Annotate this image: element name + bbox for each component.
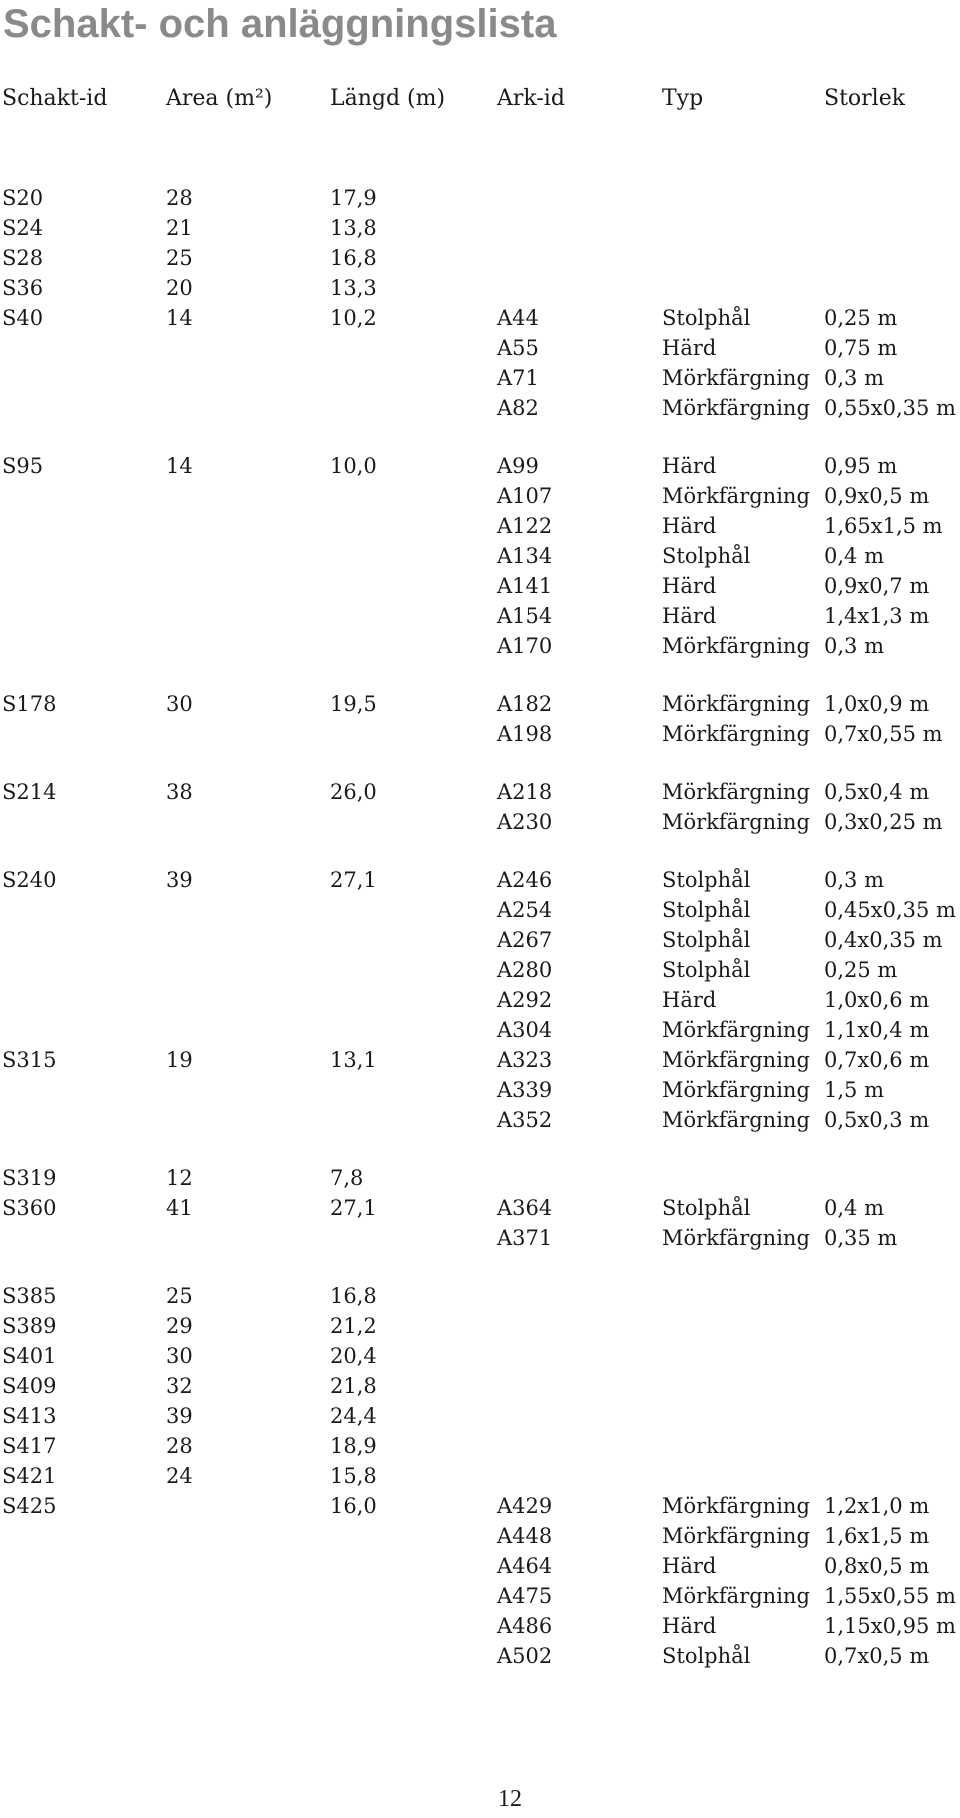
- cell-storlek: 0,7x0,55 m: [824, 722, 943, 746]
- cell-storlek: 1,55x0,55 m: [824, 1584, 956, 1608]
- table-row: [0, 1223, 960, 1253]
- table-row: [0, 925, 960, 955]
- table-row: [0, 985, 960, 1015]
- cell-schakt-id: S214: [2, 780, 57, 804]
- header-ark-id: Ark-id: [497, 86, 565, 111]
- cell-langd: 21,2: [330, 1314, 377, 1338]
- cell-area: 39: [166, 1404, 193, 1428]
- cell-storlek: 1,4x1,3 m: [824, 604, 930, 628]
- cell-schakt-id: S425: [2, 1494, 57, 1518]
- cell-ark-id: A502: [497, 1644, 553, 1668]
- cell-langd: 26,0: [330, 780, 377, 804]
- cell-ark-id: A141: [497, 574, 553, 598]
- cell-typ: Mörkfärgning: [662, 1108, 810, 1132]
- cell-typ: Mörkfärgning: [662, 1048, 810, 1072]
- cell-typ: Mörkfärgning: [662, 1584, 810, 1608]
- cell-schakt-id: S20: [2, 186, 44, 210]
- cell-storlek: 0,35 m: [824, 1226, 898, 1250]
- cell-ark-id: A134: [497, 544, 553, 568]
- cell-langd: 15,8: [330, 1464, 377, 1488]
- table-row: [0, 895, 960, 925]
- cell-typ: Härd: [662, 336, 717, 360]
- cell-area: 38: [166, 780, 193, 804]
- cell-area: 21: [166, 216, 193, 240]
- table-row: [0, 541, 960, 571]
- cell-typ: Mörkfärgning: [662, 1018, 810, 1042]
- cell-ark-id: A44: [497, 306, 539, 330]
- cell-typ: Härd: [662, 514, 717, 538]
- cell-ark-id: A464: [497, 1554, 553, 1578]
- cell-typ: Mörkfärgning: [662, 722, 810, 746]
- cell-ark-id: A230: [497, 810, 553, 834]
- cell-ark-id: A71: [497, 366, 539, 390]
- cell-langd: 16,8: [330, 246, 377, 270]
- cell-typ: Stolphål: [662, 868, 751, 892]
- table-row: [0, 481, 960, 511]
- table-row: [0, 1551, 960, 1581]
- cell-typ: Mörkfärgning: [662, 1226, 810, 1250]
- cell-langd: 19,5: [330, 692, 377, 716]
- cell-storlek: 0,9x0,7 m: [824, 574, 930, 598]
- table-row: [0, 1401, 960, 1431]
- cell-schakt-id: S24: [2, 216, 44, 240]
- page-number: 12: [498, 1786, 522, 1812]
- cell-typ: Härd: [662, 1614, 717, 1638]
- cell-storlek: 0,75 m: [824, 336, 898, 360]
- cell-area: 20: [166, 276, 193, 300]
- table-row: [0, 1491, 960, 1521]
- table-header: [0, 86, 960, 116]
- cell-storlek: 0,95 m: [824, 454, 898, 478]
- header-langd: Längd (m): [330, 86, 446, 111]
- cell-storlek: 1,1x0,4 m: [824, 1018, 930, 1042]
- cell-ark-id: A364: [497, 1196, 553, 1220]
- cell-langd: 20,4: [330, 1344, 377, 1368]
- cell-storlek: 0,25 m: [824, 306, 898, 330]
- table-row: [0, 1075, 960, 1105]
- cell-area: 28: [166, 1434, 193, 1458]
- cell-schakt-id: S409: [2, 1374, 57, 1398]
- header-typ: Typ: [662, 86, 704, 111]
- table-row: [0, 1611, 960, 1641]
- cell-storlek: 0,8x0,5 m: [824, 1554, 930, 1578]
- table-row: [0, 273, 960, 303]
- cell-area: 39: [166, 868, 193, 892]
- table-row: [0, 1521, 960, 1551]
- table-row: [0, 1163, 960, 1193]
- cell-storlek: 1,0x0,9 m: [824, 692, 930, 716]
- table-row: [0, 451, 960, 481]
- table-row: [0, 183, 960, 213]
- cell-schakt-id: S319: [2, 1166, 57, 1190]
- cell-schakt-id: S315: [2, 1048, 57, 1072]
- cell-ark-id: A122: [497, 514, 553, 538]
- cell-typ: Härd: [662, 604, 717, 628]
- cell-ark-id: A429: [497, 1494, 553, 1518]
- cell-schakt-id: S417: [2, 1434, 57, 1458]
- cell-typ: Mörkfärgning: [662, 780, 810, 804]
- cell-ark-id: A475: [497, 1584, 553, 1608]
- table-row: [0, 1281, 960, 1311]
- cell-storlek: 1,5 m: [824, 1078, 884, 1102]
- cell-storlek: 1,15x0,95 m: [824, 1614, 956, 1638]
- table-row: [0, 363, 960, 393]
- cell-langd: 13,3: [330, 276, 377, 300]
- table-row: [0, 1461, 960, 1491]
- cell-schakt-id: S360: [2, 1196, 57, 1220]
- table-row: [0, 1105, 960, 1135]
- cell-langd: 18,9: [330, 1434, 377, 1458]
- cell-ark-id: A107: [497, 484, 553, 508]
- cell-storlek: 0,9x0,5 m: [824, 484, 930, 508]
- cell-schakt-id: S178: [2, 692, 57, 716]
- cell-storlek: 0,25 m: [824, 958, 898, 982]
- cell-langd: 10,0: [330, 454, 377, 478]
- table-row: [0, 1341, 960, 1371]
- cell-typ: Stolphål: [662, 306, 751, 330]
- cell-ark-id: A292: [497, 988, 553, 1012]
- header-schakt-id: Schakt-id: [2, 86, 108, 111]
- cell-area: 25: [166, 246, 193, 270]
- cell-langd: 24,4: [330, 1404, 377, 1428]
- cell-storlek: 0,4x0,35 m: [824, 928, 943, 952]
- cell-area: 28: [166, 186, 193, 210]
- cell-typ: Härd: [662, 574, 717, 598]
- cell-typ: Mörkfärgning: [662, 1524, 810, 1548]
- cell-typ: Mörkfärgning: [662, 692, 810, 716]
- table-row: [0, 511, 960, 541]
- table-row: [0, 1015, 960, 1045]
- cell-langd: 17,9: [330, 186, 377, 210]
- table-row: [0, 719, 960, 749]
- cell-typ: Härd: [662, 988, 717, 1012]
- cell-langd: 16,8: [330, 1284, 377, 1308]
- cell-typ: Stolphål: [662, 898, 751, 922]
- cell-typ: Mörkfärgning: [662, 634, 810, 658]
- table-row: [0, 807, 960, 837]
- cell-ark-id: A82: [497, 396, 539, 420]
- cell-storlek: 0,5x0,4 m: [824, 780, 930, 804]
- table-row: [0, 955, 960, 985]
- table-row: [0, 777, 960, 807]
- cell-ark-id: A267: [497, 928, 553, 952]
- page-title: Schakt- och anläggningslista: [3, 2, 557, 46]
- cell-storlek: 0,4 m: [824, 544, 884, 568]
- cell-storlek: 0,3x0,25 m: [824, 810, 943, 834]
- cell-schakt-id: S36: [2, 276, 44, 300]
- cell-typ: Stolphål: [662, 958, 751, 982]
- cell-ark-id: A304: [497, 1018, 553, 1042]
- cell-typ: Mörkfärgning: [662, 1494, 810, 1518]
- table-row: [0, 333, 960, 363]
- cell-area: 32: [166, 1374, 193, 1398]
- cell-schakt-id: S389: [2, 1314, 57, 1338]
- table-row: [0, 243, 960, 273]
- cell-storlek: 0,55x0,35 m: [824, 396, 956, 420]
- cell-langd: 13,8: [330, 216, 377, 240]
- cell-langd: 27,1: [330, 868, 377, 892]
- cell-langd: 10,2: [330, 306, 377, 330]
- cell-storlek: 1,2x1,0 m: [824, 1494, 930, 1518]
- cell-storlek: 0,3 m: [824, 634, 884, 658]
- table-row: [0, 1193, 960, 1223]
- table-row: [0, 1371, 960, 1401]
- cell-storlek: 0,3 m: [824, 868, 884, 892]
- cell-typ: Härd: [662, 454, 717, 478]
- table-row: [0, 1431, 960, 1461]
- cell-langd: 21,8: [330, 1374, 377, 1398]
- cell-ark-id: A198: [497, 722, 553, 746]
- cell-ark-id: A182: [497, 692, 553, 716]
- cell-area: 19: [166, 1048, 193, 1072]
- cell-schakt-id: S385: [2, 1284, 57, 1308]
- cell-typ: Mörkfärgning: [662, 484, 810, 508]
- cell-ark-id: A448: [497, 1524, 553, 1548]
- cell-storlek: 0,3 m: [824, 366, 884, 390]
- table-row: [0, 1045, 960, 1075]
- cell-ark-id: A323: [497, 1048, 553, 1072]
- cell-ark-id: A170: [497, 634, 553, 658]
- cell-area: 14: [166, 454, 193, 478]
- cell-typ: Stolphål: [662, 1196, 751, 1220]
- cell-typ: Stolphål: [662, 1644, 751, 1668]
- cell-langd: 7,8: [330, 1166, 364, 1190]
- table-row: [0, 1581, 960, 1611]
- table-row: [0, 303, 960, 333]
- header-storlek: Storlek: [824, 86, 906, 111]
- table-row: [0, 393, 960, 423]
- cell-ark-id: A352: [497, 1108, 553, 1132]
- cell-area: 25: [166, 1284, 193, 1308]
- cell-langd: 16,0: [330, 1494, 377, 1518]
- cell-ark-id: A218: [497, 780, 553, 804]
- table-row: [0, 1641, 960, 1671]
- cell-schakt-id: S95: [2, 454, 44, 478]
- cell-storlek: 1,6x1,5 m: [824, 1524, 930, 1548]
- cell-storlek: 1,0x0,6 m: [824, 988, 930, 1012]
- cell-storlek: 0,45x0,35 m: [824, 898, 956, 922]
- cell-typ: Mörkfärgning: [662, 810, 810, 834]
- table-row: [0, 213, 960, 243]
- cell-ark-id: A55: [497, 336, 539, 360]
- cell-storlek: 1,65x1,5 m: [824, 514, 943, 538]
- cell-langd: 13,1: [330, 1048, 377, 1072]
- cell-area: 30: [166, 692, 193, 716]
- cell-storlek: 0,7x0,5 m: [824, 1644, 930, 1668]
- cell-ark-id: A99: [497, 454, 539, 478]
- cell-area: 14: [166, 306, 193, 330]
- cell-schakt-id: S401: [2, 1344, 57, 1368]
- cell-area: 24: [166, 1464, 193, 1488]
- cell-area: 30: [166, 1344, 193, 1368]
- table-row: [0, 631, 960, 661]
- cell-ark-id: A254: [497, 898, 553, 922]
- cell-langd: 27,1: [330, 1196, 377, 1220]
- cell-storlek: 0,7x0,6 m: [824, 1048, 930, 1072]
- cell-ark-id: A154: [497, 604, 553, 628]
- table-row: [0, 601, 960, 631]
- cell-schakt-id: S28: [2, 246, 44, 270]
- cell-ark-id: A280: [497, 958, 553, 982]
- cell-typ: Stolphål: [662, 544, 751, 568]
- cell-typ: Stolphål: [662, 928, 751, 952]
- cell-area: 29: [166, 1314, 193, 1338]
- cell-typ: Mörkfärgning: [662, 1078, 810, 1102]
- cell-ark-id: A371: [497, 1226, 553, 1250]
- table-row: [0, 1311, 960, 1341]
- cell-storlek: 0,4 m: [824, 1196, 884, 1220]
- cell-area: 41: [166, 1196, 193, 1220]
- cell-schakt-id: S40: [2, 306, 44, 330]
- table-row: [0, 865, 960, 895]
- cell-ark-id: A246: [497, 868, 553, 892]
- cell-typ: Härd: [662, 1554, 717, 1578]
- table-row: [0, 571, 960, 601]
- cell-ark-id: A339: [497, 1078, 553, 1102]
- cell-schakt-id: S240: [2, 868, 57, 892]
- cell-schakt-id: S421: [2, 1464, 57, 1488]
- cell-ark-id: A486: [497, 1614, 553, 1638]
- cell-typ: Mörkfärgning: [662, 366, 810, 390]
- cell-schakt-id: S413: [2, 1404, 57, 1428]
- table-row: [0, 689, 960, 719]
- cell-typ: Mörkfärgning: [662, 396, 810, 420]
- cell-area: 12: [166, 1166, 193, 1190]
- cell-storlek: 0,5x0,3 m: [824, 1108, 930, 1132]
- header-area: Area (m²): [166, 86, 273, 111]
